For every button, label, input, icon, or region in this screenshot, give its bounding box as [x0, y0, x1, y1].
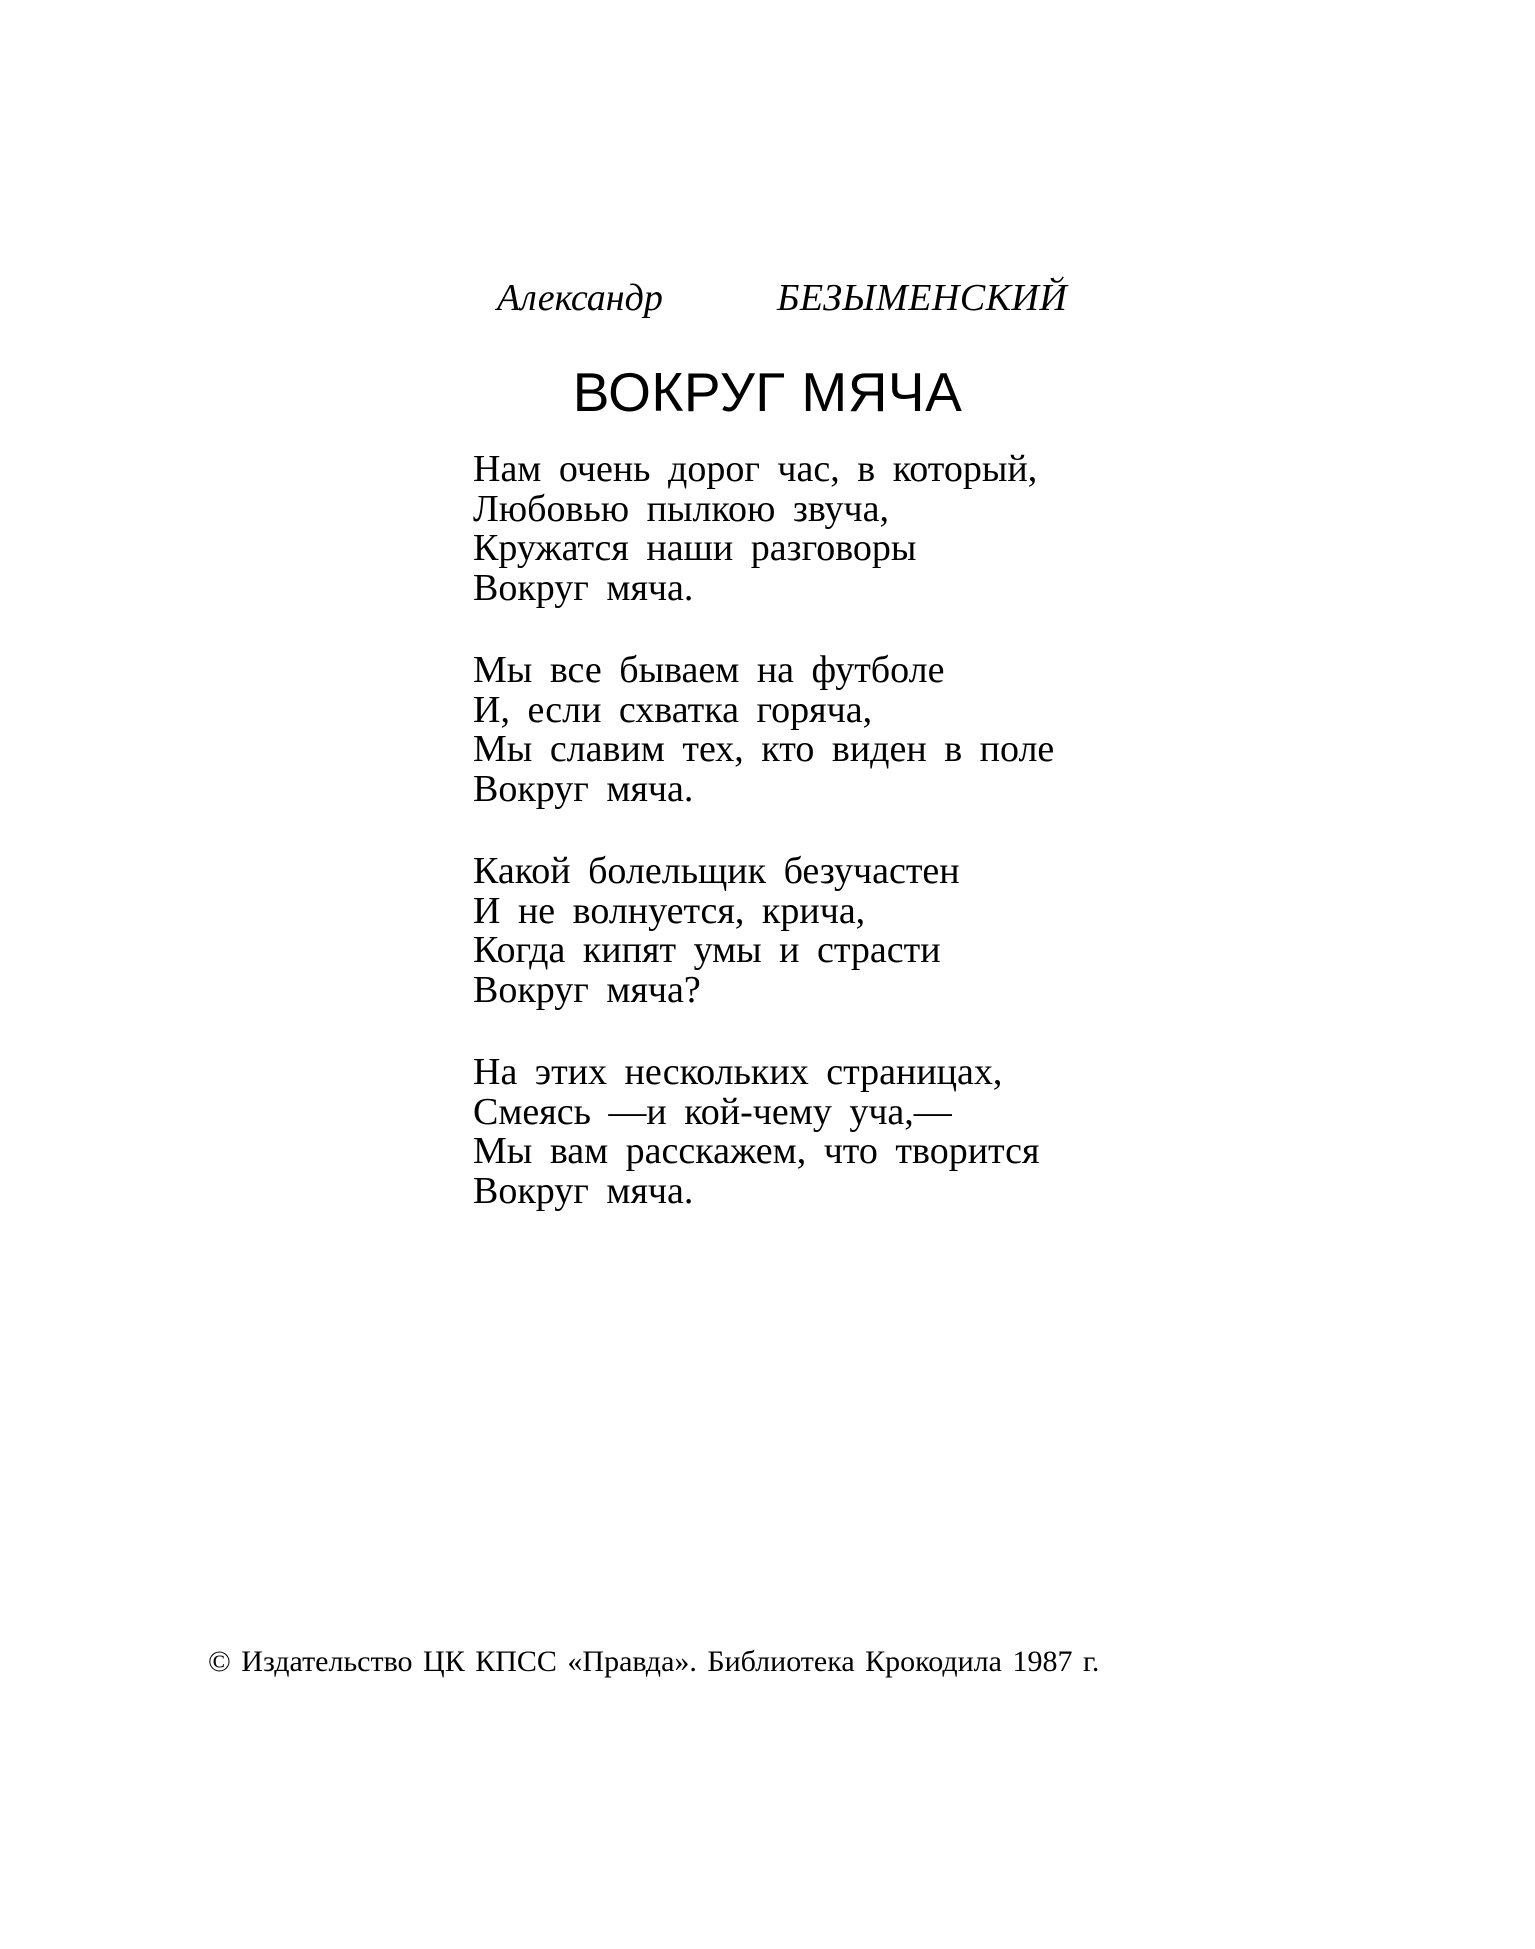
poem-line: И не волнуется, крича,	[473, 889, 866, 932]
poem-title: ВОКРУГ МЯЧА	[572, 361, 963, 423]
poem-line: Мы вам расскажем, что творится	[473, 1130, 1040, 1172]
poem-line: На этих нескольких страницах,	[473, 1051, 1003, 1093]
poem-line: Смеясь —и кой-чему уча,—	[473, 1090, 952, 1133]
stanza-3	[473, 852, 1493, 1010]
poem-line: Мы все бываем на футболе	[473, 649, 945, 691]
author-line	[0, 268, 1535, 328]
poem-line: Мы славим тех, кто виден в поле	[473, 728, 1055, 770]
author-first-name: Александр	[497, 277, 663, 319]
poem-line: Вокруг мяча?	[473, 968, 701, 1011]
author-last-name: БЕЗЫМЕНСКИЙ	[777, 277, 1068, 319]
stanza-1	[473, 450, 1493, 608]
poem-line: Какой болельщик безучастен	[473, 850, 960, 892]
poem-line: Нам очень дорог час, в который,	[473, 448, 1038, 490]
poem-line: И, если схватка горяча,	[473, 688, 873, 731]
stanza-4	[473, 1053, 1493, 1211]
poem-line: Когда кипят умы и страсти	[473, 929, 941, 971]
poem-line: Вокруг мяча.	[473, 566, 694, 609]
stanza-2	[473, 651, 1493, 809]
poem-line: Любовью пылкою звуча,	[473, 487, 890, 530]
publisher-imprint: © Издательство ЦК КПСС «Правда». Библиотека Крокодила 1987 г.	[208, 1645, 1100, 1678]
poem-line: Вокруг мяча.	[473, 767, 694, 810]
poem-body	[473, 450, 1493, 1254]
poem-line: Вокруг мяча.	[473, 1169, 694, 1212]
poem-line: Кружатся наши разговоры	[473, 527, 917, 569]
